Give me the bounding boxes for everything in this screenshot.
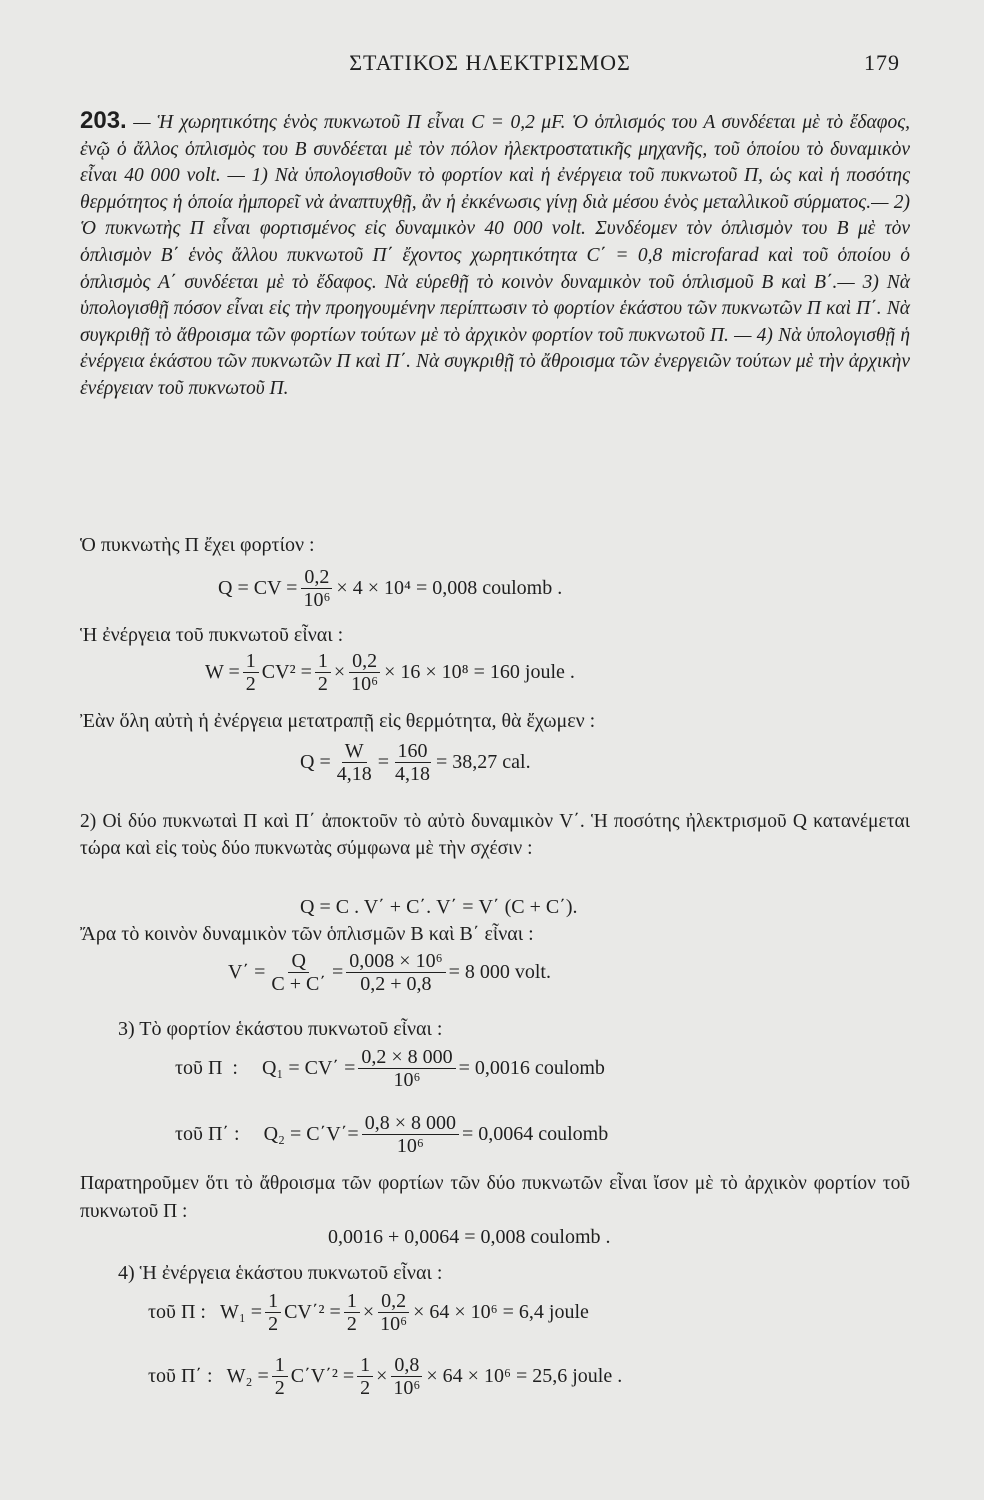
eq-times: × — [333, 661, 346, 683]
denominator: 10⁶ — [393, 1377, 421, 1399]
numerator: 0,2 — [378, 1290, 409, 1313]
numerator: 0,2 — [301, 566, 332, 589]
numerator: W — [342, 740, 367, 763]
denominator: 10⁶ — [351, 673, 379, 695]
eq-lhs: Q₁ = CV΄ = — [261, 1057, 356, 1079]
numerator: 0,2 — [349, 650, 380, 673]
part3-intro: 3) Τὸ φορτίον ἑκάστου πυκνωτοῦ εἶναι : — [118, 1018, 443, 1040]
numerator: 160 — [395, 740, 431, 763]
equation-heat — [300, 740, 531, 785]
eq-rhs: × 64 × 10⁶ = 6,4 joule — [413, 1301, 589, 1323]
eq-lhs: V΄ = — [228, 961, 266, 983]
eq-times: × — [362, 1301, 375, 1323]
eq-label: τοῦ Π΄ : — [175, 1123, 240, 1145]
fraction — [268, 950, 329, 995]
eq-lhs: W = — [205, 661, 240, 683]
fraction — [334, 740, 375, 785]
part2-paragraph: 2) Οἱ δύο πυκνωταὶ Π καὶ Π΄ ἀποκτοῦν τὸ αὐτὸ δυναμικὸν V΄. Ἡ ποσότης ἠλεκτρισμοῦ Q κατανέμεται τώρα καὶ εἰς τοὺς δύο πυκνωτὰς σύμφωνα μὲ τὴν σχέσιν : — [80, 811, 910, 859]
equation-distribution: Q = C . V΄ + C΄. V΄ = V΄ (C + C΄). — [300, 896, 578, 918]
eq-rhs: = 38,27 cal. — [436, 751, 531, 773]
charge-intro: Ὁ πυκνωτὴς Π ἔχει φορτίον : — [80, 534, 315, 556]
denominator: 4,18 — [336, 763, 372, 785]
equation-charge — [218, 566, 562, 611]
eq-rhs: = 8 000 volt. — [448, 961, 551, 983]
numerator: 1 — [243, 650, 259, 673]
eq-lhs: Q = CV = — [218, 577, 298, 599]
numerator: 1 — [265, 1290, 281, 1313]
denominator: C + C΄ — [271, 973, 327, 995]
fraction — [272, 1354, 288, 1399]
denominator: 2 — [268, 1313, 279, 1335]
fraction — [300, 566, 333, 611]
denominator: 2 — [346, 1313, 357, 1335]
denominator: 10⁶ — [303, 589, 331, 611]
denominator: 4,18 — [395, 763, 431, 785]
chapter-title: ΣΤΑΤΙΚΟΣ ΗΛΕΚΤΡΙΣΜΟΣ — [349, 50, 631, 75]
eq-lhs: W₂ = — [226, 1365, 269, 1387]
eq-mid: C΄V΄² = — [290, 1365, 355, 1387]
eq-label: τοῦ Π΄ : — [148, 1365, 213, 1387]
denominator: 2 — [317, 673, 328, 695]
fraction — [377, 1290, 410, 1335]
fraction — [362, 1112, 459, 1157]
fraction — [315, 650, 331, 695]
eq-label: τοῦ Π : — [175, 1057, 238, 1079]
equation-q1 — [175, 1046, 605, 1091]
fraction — [358, 1046, 455, 1091]
part4-intro: 4) Ἡ ἐνέργεια ἑκάστου πυκνωτοῦ εἶναι : — [118, 1262, 443, 1284]
equation-w1 — [148, 1290, 589, 1335]
eq-times: × — [376, 1365, 388, 1387]
numerator: 0,8 — [391, 1354, 422, 1377]
denominator: 10⁶ — [380, 1313, 408, 1335]
eq-equals: = — [332, 961, 344, 983]
numerator: Q — [288, 950, 308, 973]
observation-paragraph: Παρατηροῦμεν ὅτι τὸ ἄθροισμα τῶν φορτίων τῶν δύο πυκνωτῶν εἶναι ἴσον μὲ τὸ ἀρχικὸν φορτίον τοῦ πυκνωτοῦ Π : — [80, 1173, 910, 1222]
eq-label: τοῦ Π : — [148, 1301, 206, 1323]
fraction — [357, 1354, 373, 1399]
equation-sum: 0,0016 + 0,0064 = 0,008 coulomb . — [328, 1226, 611, 1248]
numerator: 1 — [272, 1354, 288, 1377]
eq-lhs: Q₂ = C΄V΄= — [263, 1123, 359, 1145]
eq-lhs: Q = — [300, 751, 331, 773]
problem-text: — Ἡ χωρητικότης ἑνὸς πυκνωτοῦ Π εἶναι C = 0,2 μF. Ὁ ὁπλισμός του Α συνδέεται μὲ τὸ ἔδαφος, ἐνῷ ὁ ἄλλος ὁπλισμὸς του Β συνδέεται μὲ τὸν πόλον ἠλεκτροστατικῆς μηχανῆς, τοῦ ὁποίου τὸ δυναμικὸν εἶναι 40 000 volt. — 1) Νὰ ὑπολογισθοῦν τὸ φορτίον καὶ ἡ ἐνέργεια τοῦ πυκνωτοῦ Π, ὡς καὶ ἡ ποσότης θερμότητος ἡ ὁποία ἠμπορεῖ νὰ ἀναπτυχθῇ, ἂν ἡ ἐκκένωσις γίνῃ διὰ μέσου ἑνὸς μεταλλικοῦ σύρματος.— 2) Ὁ πυκνωτὴς Π εἶναι φορτισμένος εἰς δυναμικὸν 40 000 volt. Συνδέομεν τὸν ὁπλισμὸν του Β μὲ τὸν ὁπλισμὸν Β΄ ἑνὸς ἄλλου πυκνωτοῦ Π΄ ἔχοντος χωρητικότητα C΄ = 0,8 microfarad καὶ τοῦ ὁποίου ὁ ὁπλισμὸς Α΄ συνδέεται μὲ τὸ ἔδαφος. Νὰ εὑρεθῇ τὸ κοινὸν δυναμικὸν τοῦ ὁπλισμοῦ Β καὶ Β΄.— 3) Νὰ ὑπολογισθῇ πόσον εἶναι εἰς τὴν προηγουμένην περίπτωσιν τὸ φορτίον ἑκάστου τῶν πυκνωτῶν Π καὶ Π΄. Νὰ συγκριθῇ τὸ ἄθροισμα τῶν φορτίων τούτων μὲ τὸ ἀρχικὸν φορτίον τοῦ πυκνωτοῦ Π. — 4) Νὰ ὑπολογισθῇ ἡ ἐνέργεια ἑκάστου τῶν πυκνωτῶν Π καὶ Π΄. Νὰ συγκριθῇ τὸ ἄθροισμα τῶν ἐνεργειῶν τούτων μὲ τὴν ἀρχικὴν ἐνέργειαν τοῦ πυκνωτοῦ Π. — [80, 112, 911, 399]
numerator: 0,2 × 8 000 — [358, 1046, 455, 1069]
eq-lhs: W₁ = — [219, 1301, 263, 1323]
eq-mid: CV² = — [261, 661, 312, 683]
fraction — [348, 650, 381, 695]
denominator: 0,2 + 0,8 — [360, 973, 432, 995]
eq-rhs: × 64 × 10⁶ = 25,6 joule . — [426, 1365, 623, 1387]
eq-equals: = — [377, 751, 390, 773]
equation-energy — [205, 650, 575, 695]
denominator: 10⁶ — [393, 1069, 421, 1091]
numerator: 1 — [344, 1290, 360, 1313]
fraction — [265, 1290, 281, 1335]
heat-intro: Ἐὰν ὅλη αὐτὴ ἡ ἐνέργεια μετατραπῇ εἰς θερμότητα, θὰ ἔχωμεν : — [80, 710, 596, 732]
fraction — [243, 650, 259, 695]
eq-mid: CV΄² = — [284, 1301, 341, 1323]
page-number: 179 — [864, 50, 900, 75]
problem-number: 203. — [80, 107, 127, 134]
fraction — [392, 740, 433, 785]
eq-rhs: × 16 × 10⁸ = 160 joule . — [384, 661, 575, 683]
denominator: 10⁶ — [396, 1135, 424, 1157]
numerator: 1 — [315, 650, 331, 673]
energy-intro: Ἡ ἐνέργεια τοῦ πυκνωτοῦ εἶναι : — [80, 624, 344, 646]
common-potential-intro: Ἄρα τὸ κοινὸν δυναμικὸν τῶν ὁπλισμῶν Β καὶ Β΄ εἶναι : — [80, 923, 534, 945]
fraction — [390, 1354, 423, 1399]
eq-rhs: = 0,0016 coulomb — [458, 1057, 605, 1079]
denominator: 2 — [274, 1377, 285, 1399]
problem-statement — [80, 108, 910, 403]
denominator: 2 — [245, 673, 256, 695]
eq-rhs: × 4 × 10⁴ = 0,008 coulomb . — [336, 577, 563, 599]
numerator: 0,008 × 10⁶ — [346, 950, 445, 973]
equation-q2 — [175, 1112, 608, 1157]
numerator: 0,8 × 8 000 — [362, 1112, 459, 1135]
equation-common-potential — [228, 950, 551, 995]
numerator: 1 — [357, 1354, 373, 1377]
fraction — [344, 1290, 360, 1335]
denominator: 2 — [360, 1377, 371, 1399]
eq-rhs: = 0,0064 coulomb — [461, 1123, 609, 1145]
fraction — [346, 950, 445, 995]
equation-w2 — [148, 1354, 622, 1399]
